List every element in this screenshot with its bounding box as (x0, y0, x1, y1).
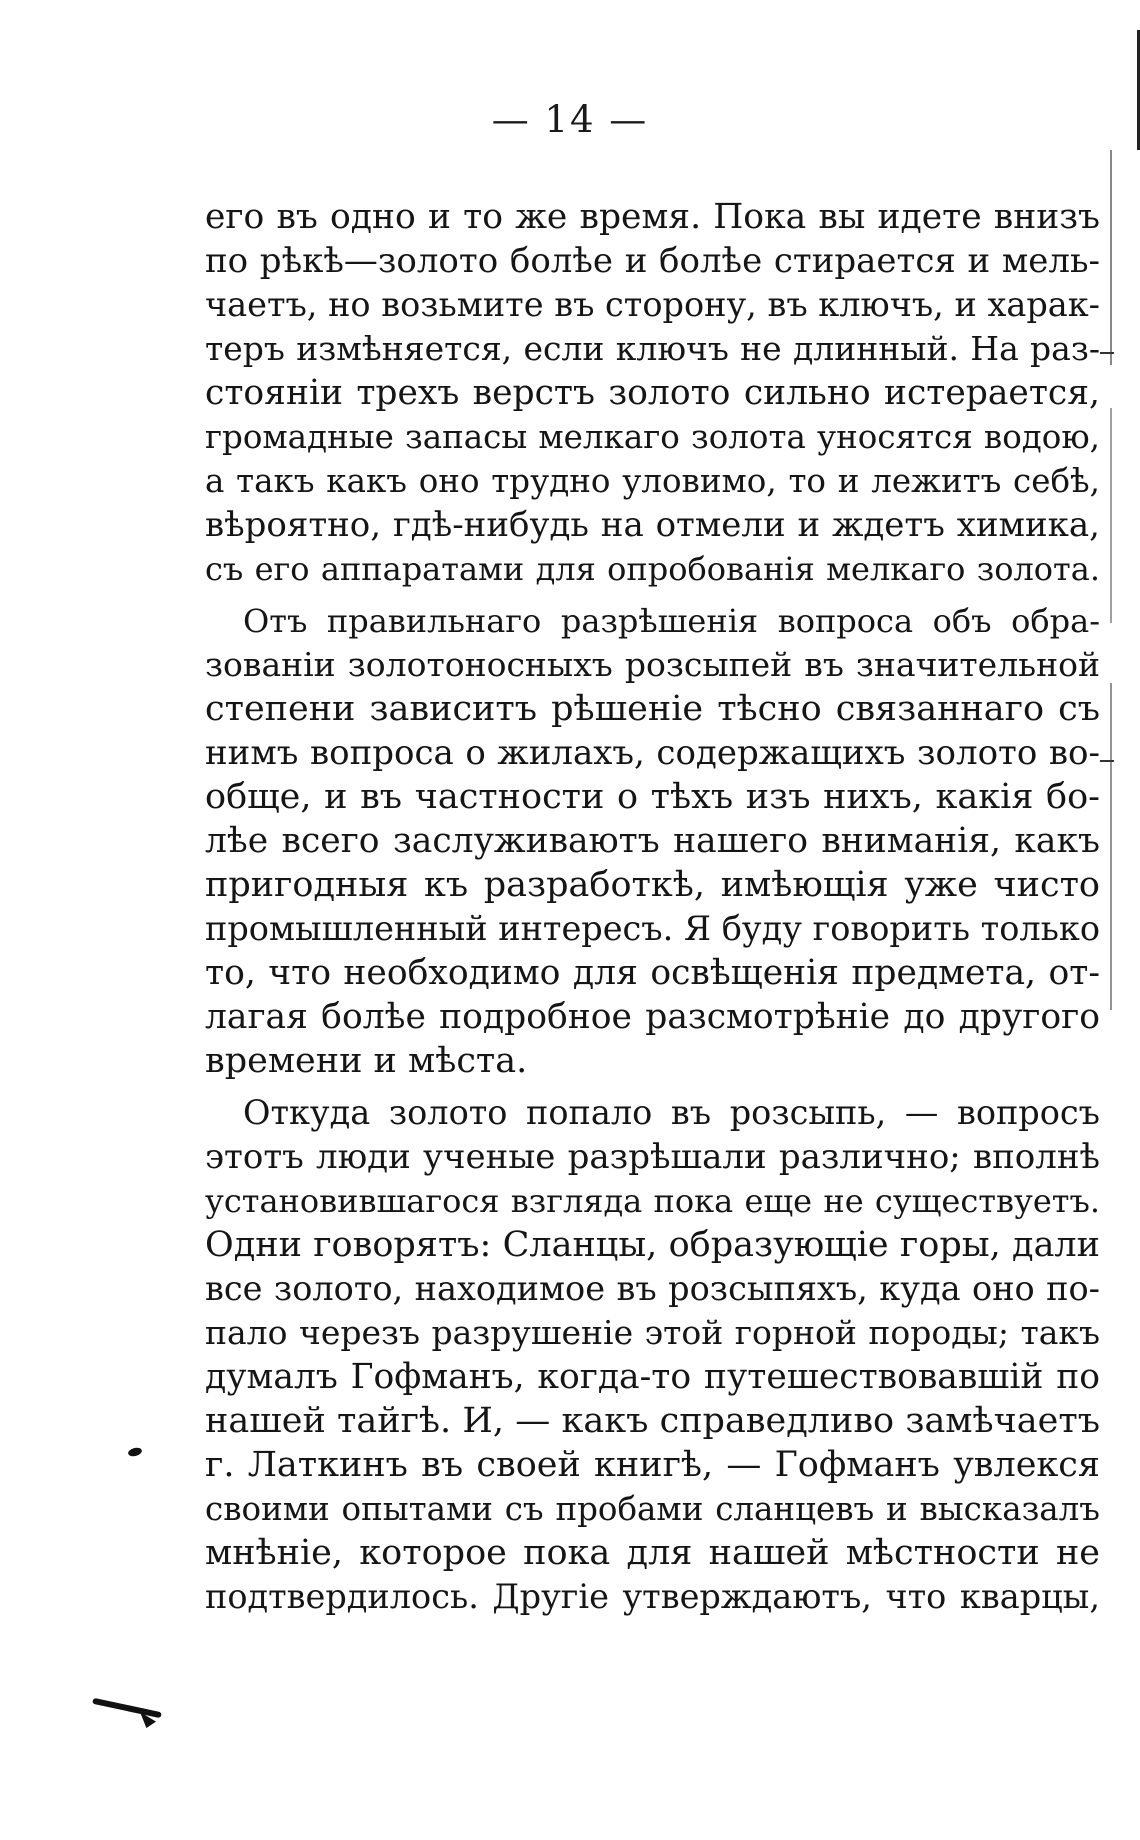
text-line: стояніи трехъ верстъ золото сильно истерается, (205, 373, 1100, 413)
text-line: все золото, находимое въ розсыпяхъ, куда оно по- (205, 1269, 1100, 1308)
text-line: установившагося взгляда пока еще не существуетъ. (205, 1182, 1100, 1220)
page-number: — 14 — (491, 98, 649, 141)
text-line: теръ измѣняется, если ключъ не длинный. На раз- (205, 329, 1100, 368)
text-line: съ его аппаратами для опробованія мелкаго золота. (205, 550, 1100, 588)
text-line: этотъ люди ученые разрѣшали различно; вполнѣ (205, 1137, 1100, 1177)
text-line: своими опытами съ пробами сланцевъ и высказалъ (205, 1490, 1100, 1528)
text-line: лѣе всего заслуживаютъ нашего вниманія, какъ (205, 821, 1100, 861)
text-line: а такъ какъ оно трудно уловимо, то и лежитъ себѣ, (205, 462, 1100, 500)
scan-edge-shadow (1110, 150, 1112, 1010)
text-line: г. Латкинъ въ своей книгѣ, — Гофманъ увлекся (205, 1445, 1100, 1485)
text-line: обще, и въ частности о тѣхъ изъ нихъ, какія бо- (205, 777, 1100, 817)
text-line: его въ одно и то же время. Пока вы идете внизъ (205, 197, 1100, 237)
ink-blot (127, 1446, 143, 1457)
text-line: мнѣніе, которое пока для нашей мѣстности не (205, 1533, 1100, 1573)
text-line: промышленный интересъ. Я буду говорить только (205, 909, 1100, 948)
text-line: думалъ Гофманъ, когда-то путешествовавшій по (205, 1357, 1100, 1397)
paragraph-1 (205, 195, 1100, 591)
text-line: нимъ вопроса о жилахъ, содержащихъ золото во- (205, 733, 1100, 773)
text-line: лагая болѣе подробное разсмотрѣніе до другого (205, 997, 1100, 1037)
text-line: пригодныя къ разработкѣ, имѣющія уже чисто (205, 865, 1100, 905)
text-line: громадные запасы мелкаго золота уносятся водою, (205, 418, 1100, 456)
text-line: времени и мѣста. (205, 1041, 528, 1081)
text-line: Отъ правильнаго разрѣшенія вопроса объ обра- (243, 602, 1100, 640)
text-line: по рѣкѣ—золото болѣе и болѣе стирается и мель- (205, 241, 1100, 281)
text-line: нашей тайгѣ. И, — какъ справедливо замѣчаетъ (205, 1401, 1100, 1441)
text-line: вѣроятно, гдѣ-нибудь на отмели и ждетъ химика, (205, 505, 1100, 545)
body-text (205, 195, 1100, 1625)
text-line: Откуда золото попало въ розсыпь, — вопросъ (243, 1093, 1100, 1132)
text-line: подтвердилось. Другіе утверждаютъ, что кварцы, (205, 1577, 1100, 1616)
text-line: то, что необходимо для освѣщенія предмета, от- (205, 953, 1100, 993)
text-line: зованіи золотоносныхъ розсыпей въ значительной (205, 645, 1100, 684)
text-line: чаетъ, но возьмите въ сторону, въ ключъ, и харак- (205, 285, 1100, 324)
text-line: степени зависитъ рѣшеніе тѣсно связаннаго съ (205, 689, 1100, 729)
text-line: Одни говорятъ: Сланцы, образующіе горы, дали (205, 1225, 1100, 1265)
scan-edge-tick (1100, 352, 1114, 354)
ink-smudge (92, 1698, 162, 1718)
text-line: пало черезъ разрушеніе этой горной породы; такъ (205, 1313, 1100, 1352)
paragraph-3 (205, 1091, 1100, 1619)
scan-edge-tick (1100, 760, 1114, 762)
paragraph-2 (205, 599, 1100, 1083)
